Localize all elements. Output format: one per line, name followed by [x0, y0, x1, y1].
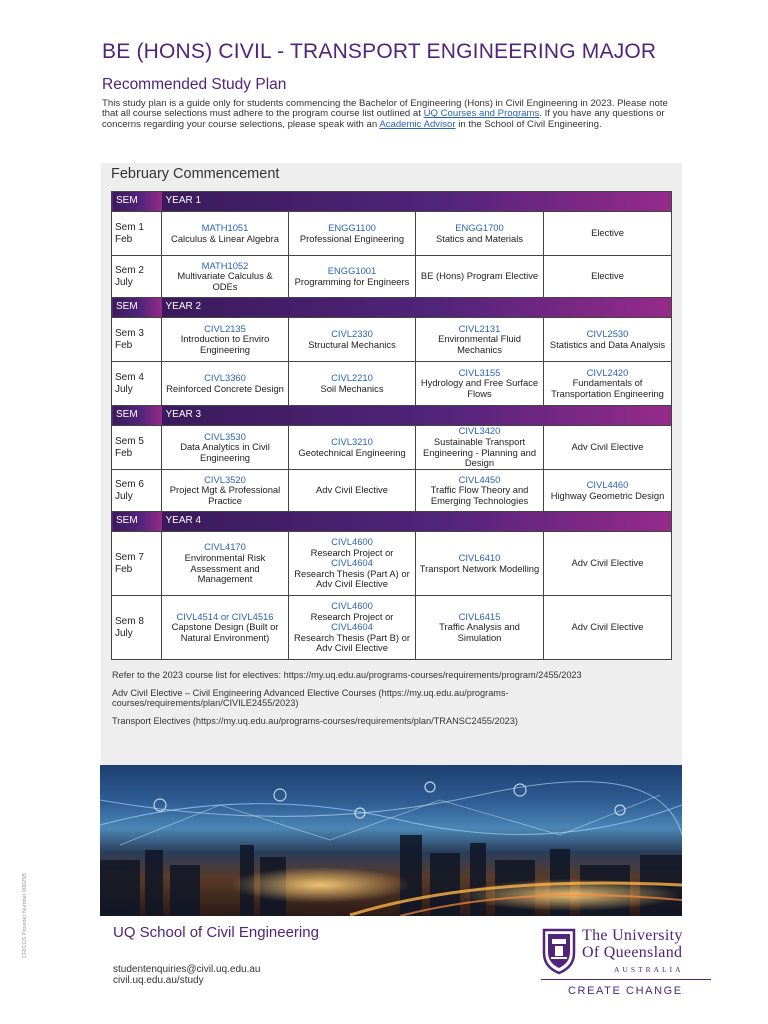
- intro-text: . If you have any questions or concerns regarding your course selections, please speak with an: [102, 108, 665, 130]
- semester-number: Sem 1: [115, 221, 144, 233]
- course-code[interactable]: CIVL2131: [458, 322, 501, 334]
- course-code[interactable]: CIVL4514 or CIVL4516: [176, 610, 274, 622]
- semester-month: July: [115, 276, 133, 288]
- year-header-row: [112, 298, 672, 318]
- semester-number: Sem 8: [115, 615, 144, 627]
- course-name: Calculus & Linear Algebra: [171, 232, 279, 244]
- course-name: Statistics and Data Analysis: [549, 338, 666, 350]
- course-name: Adv Civil Elective: [571, 621, 644, 633]
- semester-row: [112, 596, 672, 660]
- course-name: Transport Network Modelling: [419, 562, 540, 574]
- semester-number: Sem 6: [115, 478, 144, 490]
- intro-text: in the School of Civil Engineering.: [455, 118, 602, 130]
- course-name: Environmental Risk Assessment and Management: [184, 551, 266, 585]
- course-code[interactable]: CIVL4600: [331, 600, 373, 612]
- note-course-list: Refer to the 2023 course list for electives: https://my.uq.edu.au/programs-courses/requirements/program/2455/2023: [112, 670, 582, 680]
- course-code[interactable]: CIVL2530: [586, 327, 629, 339]
- course-cell: [162, 532, 289, 596]
- course-code[interactable]: CIVL4600: [331, 536, 373, 548]
- uq-logo: [541, 925, 711, 1000]
- year-label: YEAR 2: [162, 298, 672, 318]
- uni-name-line1: The University: [582, 927, 683, 944]
- course-cell: [416, 256, 544, 298]
- course-name: Statics and Materials: [435, 232, 524, 244]
- semester-label: [112, 470, 162, 512]
- semester-label: [112, 362, 162, 406]
- sem-column-label: SEM: [112, 298, 162, 318]
- course-code[interactable]: CIVL4460: [586, 478, 629, 490]
- semester-label: [112, 212, 162, 256]
- course-cell: [416, 362, 544, 406]
- course-name: Elective: [591, 270, 624, 282]
- course-code[interactable]: CIVL4604: [331, 621, 373, 633]
- year-label: YEAR 4: [162, 512, 672, 532]
- course-name: Hydrology and Free Surface Flows: [420, 377, 539, 399]
- course-name: Research Thesis (Part A) or Adv Civil Elective: [294, 567, 410, 590]
- course-code[interactable]: CIVL2420: [586, 366, 629, 378]
- sem-column-label: SEM: [112, 406, 162, 426]
- course-cell: [416, 470, 544, 512]
- course-cell: [289, 470, 416, 512]
- course-code[interactable]: CIVL3530: [204, 430, 246, 442]
- semester-month: July: [115, 383, 133, 395]
- course-code[interactable]: MATH1051: [201, 221, 249, 233]
- contact-email[interactable]: studentenquiries@civil.uq.edu.au: [113, 964, 261, 975]
- course-name: Elective: [591, 227, 624, 239]
- logo-divider: [541, 979, 711, 980]
- course-code[interactable]: CIVL3210: [331, 435, 373, 447]
- note-transport-electives: Transport Electives (https://my.uq.edu.au/programs-courses/requirements/plan/TRANSC2455/2023): [112, 715, 518, 726]
- course-code[interactable]: CIVL4450: [458, 473, 501, 485]
- course-cell: [544, 426, 672, 470]
- note-adv-civil-elective: Adv Civil Elective – Civil Engineering Advanced Elective Courses (https://my.uq.edu.au/programs-courses/requirements/plan/CIVILE2455/2023): [112, 687, 509, 709]
- course-cell: [544, 212, 672, 256]
- semester-row: [112, 426, 672, 470]
- course-name: Research Thesis (Part B) or Adv Civil Elective: [293, 631, 410, 654]
- course-code[interactable]: CIVL4604: [331, 557, 373, 569]
- course-cell: [289, 212, 416, 256]
- course-cell: [289, 362, 416, 406]
- commencement-heading: February Commencement: [111, 166, 280, 182]
- semester-label: [112, 426, 162, 470]
- course-name: Data Analytics in Civil Engineering: [180, 441, 270, 463]
- uni-country: AUSTRALIA: [614, 965, 684, 974]
- year-label: YEAR 3: [162, 406, 672, 426]
- course-name: Project Mgt & Professional Practice: [169, 484, 281, 506]
- semester-number: Sem 5: [115, 435, 144, 447]
- semester-row: [112, 318, 672, 362]
- course-name: Multivariate Calculus & ODEs: [177, 270, 273, 292]
- course-code[interactable]: CIVL3360: [204, 371, 246, 383]
- semester-month: Feb: [115, 339, 133, 351]
- course-code[interactable]: ENGG1700: [455, 221, 504, 233]
- course-name: Traffic Flow Theory and Emerging Technologies: [430, 484, 529, 506]
- course-code[interactable]: MATH1052: [201, 259, 249, 271]
- semester-month: Feb: [115, 233, 133, 245]
- sem-column-label: SEM: [112, 192, 162, 212]
- course-name: Sustainable Transport Engineering - Planning and Design: [422, 435, 537, 469]
- semester-number: Sem 2: [115, 264, 144, 276]
- course-name: Adv Civil Elective: [571, 441, 644, 453]
- course-name: Soil Mechanics: [320, 382, 384, 394]
- course-name: Research Project or: [310, 546, 394, 558]
- course-cell: [544, 532, 672, 596]
- course-name: Traffic Analysis and Simulation: [439, 621, 520, 643]
- course-code[interactable]: CIVL2330: [331, 327, 373, 339]
- course-code[interactable]: CIVL2135: [204, 322, 246, 334]
- semester-row: [112, 532, 672, 596]
- course-code[interactable]: ENGG1001: [327, 264, 377, 276]
- course-name: Research Project or: [310, 610, 394, 622]
- course-cell: [544, 362, 672, 406]
- uq-courses-link[interactable]: UQ Courses and Programs: [423, 108, 540, 120]
- course-name: Capstone Design (Built or Natural Environment): [171, 621, 279, 643]
- course-cell: [162, 426, 289, 470]
- semester-row: [112, 256, 672, 298]
- course-name: Environmental Fluid Mechanics: [438, 333, 521, 355]
- course-code[interactable]: CIVL6410: [458, 551, 501, 563]
- course-cell: [162, 318, 289, 362]
- course-name: Fundamentals of Transportation Engineering: [551, 377, 664, 399]
- course-cell: [416, 318, 544, 362]
- semester-number: Sem 4: [115, 371, 144, 383]
- course-code[interactable]: CIVL3420: [458, 425, 501, 437]
- contact-website[interactable]: civil.uq.edu.au/study: [113, 975, 204, 986]
- year-header-row: [112, 512, 672, 532]
- course-cell: [162, 256, 289, 298]
- semester-label: [112, 596, 162, 660]
- course-name: Highway Geometric Design: [550, 489, 665, 501]
- course-cell: [416, 596, 544, 660]
- semester-number: Sem 7: [115, 551, 144, 563]
- course-name: Programming for Engineers: [294, 275, 410, 287]
- notes-section: [112, 670, 672, 733]
- course-name: Adv Civil Elective: [316, 484, 388, 496]
- semester-label: [112, 256, 162, 298]
- semester-label: [112, 318, 162, 362]
- year-header-row: [112, 406, 672, 426]
- course-name: Reinforced Concrete Design: [166, 382, 284, 394]
- course-code[interactable]: CIVL3155: [458, 366, 501, 378]
- course-cell: [289, 318, 416, 362]
- course-name: Adv Civil Elective: [571, 557, 644, 569]
- course-name: Structural Mechanics: [308, 338, 396, 350]
- semester-label: [112, 532, 162, 596]
- course-cell: [416, 426, 544, 470]
- course-cell: [544, 318, 672, 362]
- academic-advisor-link[interactable]: Academic Advisor: [379, 118, 456, 130]
- year-header-row: [112, 192, 672, 212]
- course-cell: [289, 256, 416, 298]
- course-cell: [416, 212, 544, 256]
- course-cell: [544, 596, 672, 660]
- course-cell: [162, 596, 289, 660]
- uq-crest-icon: [541, 927, 577, 975]
- cricos-number: CRICOS Provider Number 00025B: [22, 873, 28, 958]
- year-label: YEAR 1: [162, 192, 672, 212]
- course-cell: [162, 212, 289, 256]
- semester-month: July: [115, 627, 133, 639]
- course-code[interactable]: CIVL3520: [204, 473, 246, 485]
- page-title: BE (HONS) CIVIL - TRANSPORT ENGINEERING MAJOR: [102, 40, 657, 63]
- course-code[interactable]: CIVL6415: [458, 610, 501, 622]
- intro-paragraph: [102, 99, 682, 130]
- tagline: CREATE CHANGE: [568, 985, 683, 997]
- course-cell: [416, 532, 544, 596]
- study-plan-table: [111, 191, 672, 660]
- course-cell: [289, 426, 416, 470]
- course-cell: [289, 532, 416, 596]
- course-name: BE (Hons) Program Elective: [420, 270, 539, 282]
- semester-row: [112, 212, 672, 256]
- course-code[interactable]: ENGG1100: [328, 221, 376, 233]
- semester-month: Feb: [115, 563, 133, 575]
- course-name: Geotechnical Engineering: [298, 446, 406, 458]
- course-cell: [544, 470, 672, 512]
- uni-name-line2: Of Queensland: [582, 944, 683, 961]
- sem-column-label: SEM: [112, 512, 162, 532]
- course-cell: [289, 596, 416, 660]
- contact-block: [113, 964, 260, 986]
- city-network-photo: [100, 765, 682, 916]
- course-cell: [162, 470, 289, 512]
- semester-month: Feb: [115, 447, 133, 459]
- semester-row: [112, 470, 672, 512]
- course-code[interactable]: CIVL4170: [204, 541, 246, 553]
- school-name: UQ School of Civil Engineering: [113, 924, 319, 941]
- semester-row: [112, 362, 672, 406]
- page-subtitle: Recommended Study Plan: [102, 76, 287, 93]
- course-name: Professional Engineering: [299, 232, 405, 244]
- semester-month: July: [115, 490, 133, 502]
- course-cell: [544, 256, 672, 298]
- course-code[interactable]: CIVL2210: [331, 371, 373, 383]
- course-cell: [162, 362, 289, 406]
- course-name: Introduction to Enviro Engineering: [180, 333, 270, 355]
- intro-text: This study plan is a guide only for students commencing the Bachelor of Engineering (Hons) in Civil Engineering in 2023. Please note that all course selections must adhere to the program course list outlined at: [102, 98, 668, 120]
- semester-number: Sem 3: [115, 327, 144, 339]
